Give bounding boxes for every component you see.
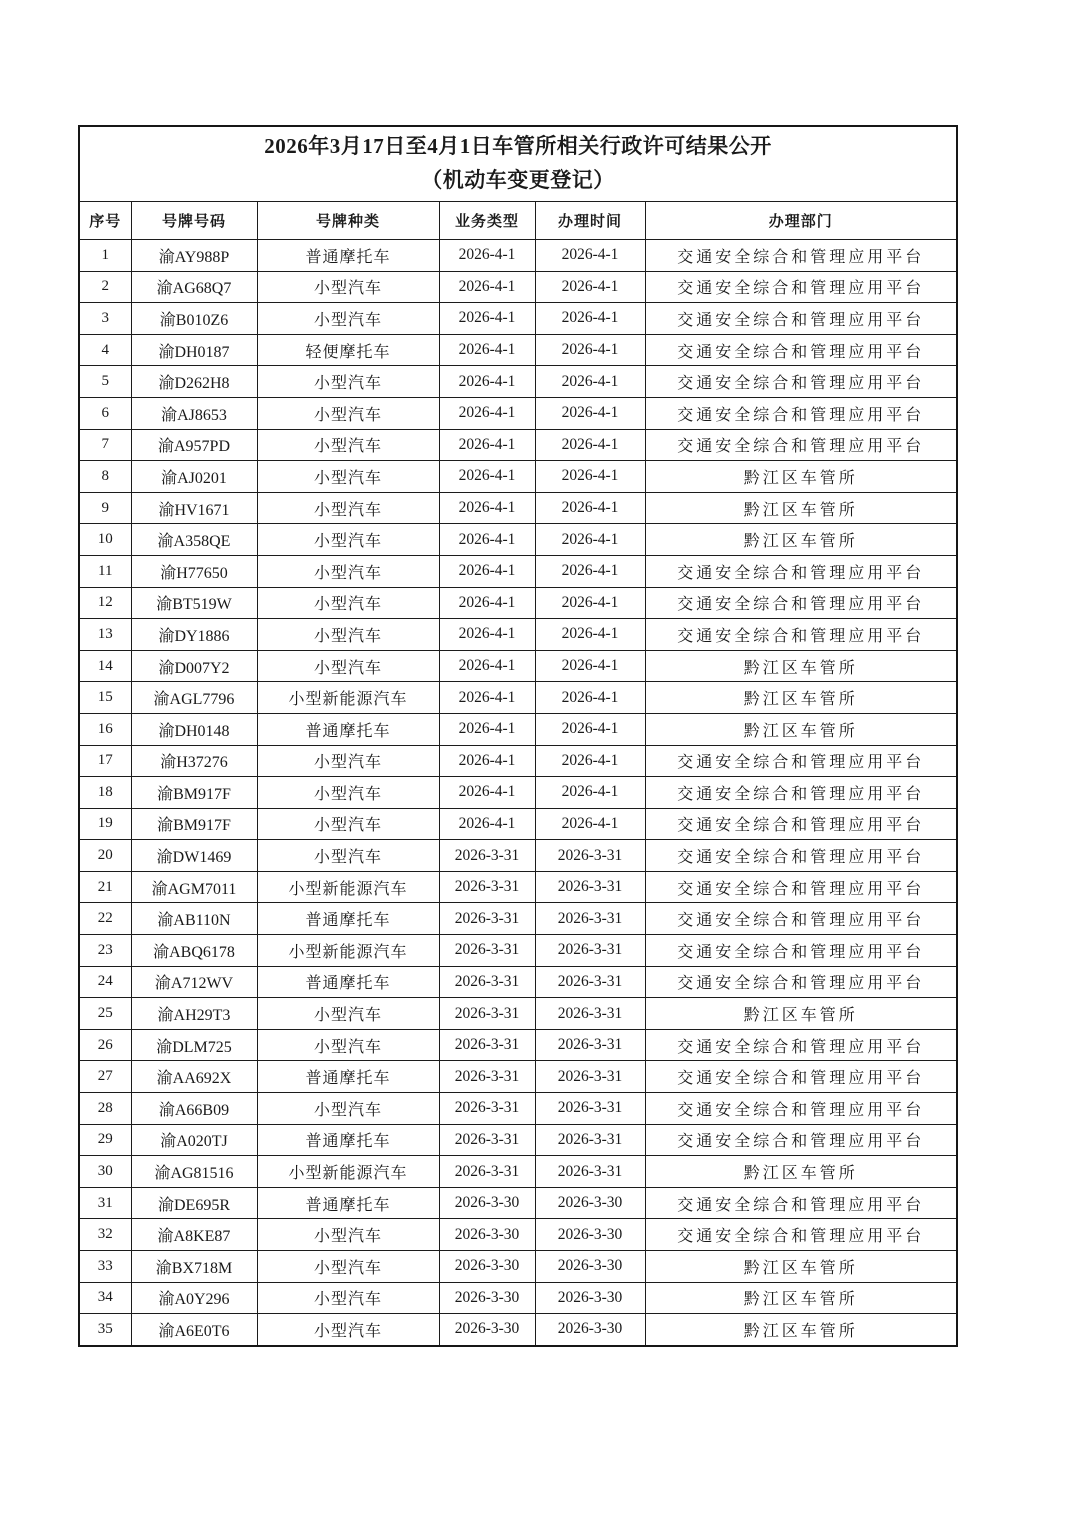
plate-type: 小型汽车 (257, 777, 439, 809)
process-date: 2026-4-1 (535, 745, 645, 777)
business-type: 2026-4-1 (439, 271, 535, 303)
business-type: 2026-3-31 (439, 1029, 535, 1061)
department: 黔江区车管所 (645, 998, 957, 1030)
table-row (79, 619, 957, 651)
department: 交通安全综合和管理应用平台 (645, 240, 957, 272)
column-header-row (79, 202, 957, 240)
department: 交通安全综合和管理应用平台 (645, 1124, 957, 1156)
process-date: 2026-4-1 (535, 334, 645, 366)
plate-number: 渝AGM7011 (131, 871, 257, 903)
row-index: 5 (79, 366, 131, 398)
department: 交通安全综合和管理应用平台 (645, 903, 957, 935)
plate-number: 渝AJ8653 (131, 397, 257, 429)
department: 黔江区车管所 (645, 492, 957, 524)
department: 交通安全综合和管理应用平台 (645, 429, 957, 461)
plate-number: 渝D007Y2 (131, 650, 257, 682)
business-type: 2026-4-1 (439, 397, 535, 429)
plate-number: 渝AB110N (131, 903, 257, 935)
business-type: 2026-3-30 (439, 1251, 535, 1283)
plate-type: 小型新能源汽车 (257, 935, 439, 967)
row-index: 2 (79, 271, 131, 303)
plate-type: 小型汽车 (257, 1219, 439, 1251)
process-date: 2026-3-31 (535, 1061, 645, 1093)
plate-type: 小型汽车 (257, 808, 439, 840)
table-row (79, 713, 957, 745)
process-date: 2026-4-1 (535, 650, 645, 682)
business-type: 2026-4-1 (439, 650, 535, 682)
plate-number: 渝BT519W (131, 587, 257, 619)
plate-number: 渝AG68Q7 (131, 271, 257, 303)
plate-type: 普通摩托车 (257, 1187, 439, 1219)
plate-type: 小型汽车 (257, 461, 439, 493)
business-type: 2026-4-1 (439, 303, 535, 335)
plate-type: 小型汽车 (257, 271, 439, 303)
process-date: 2026-4-1 (535, 429, 645, 461)
process-date: 2026-3-31 (535, 840, 645, 872)
process-date: 2026-4-1 (535, 713, 645, 745)
row-index: 18 (79, 777, 131, 809)
plate-number: 渝A020TJ (131, 1124, 257, 1156)
department: 交通安全综合和管理应用平台 (645, 840, 957, 872)
row-index: 8 (79, 461, 131, 493)
process-date: 2026-4-1 (535, 587, 645, 619)
process-date: 2026-3-31 (535, 871, 645, 903)
table-row (79, 429, 957, 461)
process-date: 2026-4-1 (535, 366, 645, 398)
process-date: 2026-3-31 (535, 1156, 645, 1188)
plate-number: 渝H77650 (131, 555, 257, 587)
table-row (79, 1156, 957, 1188)
department: 交通安全综合和管理应用平台 (645, 745, 957, 777)
table-row (79, 524, 957, 556)
department: 黔江区车管所 (645, 1251, 957, 1283)
department: 交通安全综合和管理应用平台 (645, 871, 957, 903)
row-index: 31 (79, 1187, 131, 1219)
process-date: 2026-4-1 (535, 492, 645, 524)
plate-number: 渝DLM725 (131, 1029, 257, 1061)
department: 交通安全综合和管理应用平台 (645, 366, 957, 398)
table-row (79, 334, 957, 366)
table-row (79, 240, 957, 272)
row-index: 34 (79, 1282, 131, 1314)
plate-type: 小型汽车 (257, 1029, 439, 1061)
table-row (79, 650, 957, 682)
row-index: 28 (79, 1093, 131, 1125)
column-header-row-index: 序号 (79, 202, 131, 240)
business-type: 2026-3-31 (439, 1156, 535, 1188)
business-type: 2026-4-1 (439, 555, 535, 587)
department: 黔江区车管所 (645, 461, 957, 493)
table-row (79, 682, 957, 714)
process-date: 2026-3-30 (535, 1314, 645, 1346)
table-row (79, 1093, 957, 1125)
business-type: 2026-3-30 (439, 1314, 535, 1346)
table-row (79, 1282, 957, 1314)
table-row (79, 587, 957, 619)
column-header-plate-type: 号牌种类 (257, 202, 439, 240)
row-index: 16 (79, 713, 131, 745)
process-date: 2026-4-1 (535, 240, 645, 272)
business-type: 2026-4-1 (439, 461, 535, 493)
business-type: 2026-3-31 (439, 1124, 535, 1156)
process-date: 2026-3-31 (535, 1093, 645, 1125)
plate-type: 小型新能源汽车 (257, 871, 439, 903)
plate-number: 渝A0Y296 (131, 1282, 257, 1314)
row-index: 22 (79, 903, 131, 935)
business-type: 2026-4-1 (439, 682, 535, 714)
department: 交通安全综合和管理应用平台 (645, 303, 957, 335)
business-type: 2026-4-1 (439, 587, 535, 619)
business-type: 2026-4-1 (439, 745, 535, 777)
process-date: 2026-3-31 (535, 966, 645, 998)
business-type: 2026-4-1 (439, 619, 535, 651)
plate-type: 小型汽车 (257, 587, 439, 619)
process-date: 2026-3-31 (535, 1029, 645, 1061)
plate-type: 小型汽车 (257, 650, 439, 682)
department: 交通安全综合和管理应用平台 (645, 935, 957, 967)
department: 交通安全综合和管理应用平台 (645, 334, 957, 366)
table-row (79, 303, 957, 335)
row-index: 11 (79, 555, 131, 587)
business-type: 2026-3-30 (439, 1219, 535, 1251)
department: 黔江区车管所 (645, 682, 957, 714)
plate-type: 小型汽车 (257, 619, 439, 651)
row-index: 30 (79, 1156, 131, 1188)
row-index: 6 (79, 397, 131, 429)
plate-number: 渝A712WV (131, 966, 257, 998)
plate-number: 渝A8KE87 (131, 1219, 257, 1251)
plate-number: 渝BM917F (131, 808, 257, 840)
process-date: 2026-4-1 (535, 397, 645, 429)
table-row (79, 840, 957, 872)
plate-number: 渝AJ0201 (131, 461, 257, 493)
plate-type: 小型新能源汽车 (257, 1156, 439, 1188)
table-row (79, 777, 957, 809)
plate-type: 小型汽车 (257, 1251, 439, 1283)
business-type: 2026-4-1 (439, 240, 535, 272)
plate-number: 渝HV1671 (131, 492, 257, 524)
plate-type: 小型汽车 (257, 745, 439, 777)
table-row (79, 1029, 957, 1061)
business-type: 2026-4-1 (439, 429, 535, 461)
department: 交通安全综合和管理应用平台 (645, 555, 957, 587)
process-date: 2026-3-31 (535, 903, 645, 935)
department: 黔江区车管所 (645, 1156, 957, 1188)
plate-number: 渝H37276 (131, 745, 257, 777)
table-row (79, 461, 957, 493)
column-header-business-type: 业务类型 (439, 202, 535, 240)
row-index: 14 (79, 650, 131, 682)
plate-number: 渝ABQ6178 (131, 935, 257, 967)
plate-type: 小型汽车 (257, 429, 439, 461)
process-date: 2026-4-1 (535, 271, 645, 303)
department: 交通安全综合和管理应用平台 (645, 619, 957, 651)
business-type: 2026-3-30 (439, 1282, 535, 1314)
plate-type: 普通摩托车 (257, 1061, 439, 1093)
department: 交通安全综合和管理应用平台 (645, 397, 957, 429)
row-index: 29 (79, 1124, 131, 1156)
plate-number: 渝DH0148 (131, 713, 257, 745)
business-type: 2026-3-31 (439, 998, 535, 1030)
process-date: 2026-3-31 (535, 935, 645, 967)
process-date: 2026-3-30 (535, 1187, 645, 1219)
process-date: 2026-4-1 (535, 619, 645, 651)
process-date: 2026-4-1 (535, 555, 645, 587)
plate-type: 小型汽车 (257, 1314, 439, 1346)
row-index: 1 (79, 240, 131, 272)
table-row (79, 935, 957, 967)
plate-type: 小型汽车 (257, 1093, 439, 1125)
row-index: 32 (79, 1219, 131, 1251)
table-row (79, 555, 957, 587)
row-index: 20 (79, 840, 131, 872)
plate-number: 渝DH0187 (131, 334, 257, 366)
table-row (79, 1187, 957, 1219)
department: 交通安全综合和管理应用平台 (645, 587, 957, 619)
department: 交通安全综合和管理应用平台 (645, 1219, 957, 1251)
department: 交通安全综合和管理应用平台 (645, 1029, 957, 1061)
plate-type: 小型汽车 (257, 397, 439, 429)
process-date: 2026-3-30 (535, 1282, 645, 1314)
row-index: 35 (79, 1314, 131, 1346)
process-date: 2026-4-1 (535, 682, 645, 714)
table-row (79, 492, 957, 524)
department: 黔江区车管所 (645, 650, 957, 682)
plate-type: 普通摩托车 (257, 903, 439, 935)
business-type: 2026-3-31 (439, 871, 535, 903)
plate-type: 小型汽车 (257, 1282, 439, 1314)
plate-number: 渝DE695R (131, 1187, 257, 1219)
plate-number: 渝A358QE (131, 524, 257, 556)
row-index: 26 (79, 1029, 131, 1061)
process-date: 2026-3-31 (535, 1124, 645, 1156)
row-index: 9 (79, 492, 131, 524)
table-row (79, 1314, 957, 1346)
plate-number: 渝AGL7796 (131, 682, 257, 714)
process-date: 2026-4-1 (535, 524, 645, 556)
process-date: 2026-4-1 (535, 777, 645, 809)
plate-type: 小型汽车 (257, 840, 439, 872)
table-row (79, 397, 957, 429)
row-index: 27 (79, 1061, 131, 1093)
business-type: 2026-4-1 (439, 366, 535, 398)
department: 交通安全综合和管理应用平台 (645, 271, 957, 303)
department: 交通安全综合和管理应用平台 (645, 1061, 957, 1093)
row-index: 24 (79, 966, 131, 998)
row-index: 15 (79, 682, 131, 714)
table-row (79, 271, 957, 303)
row-index: 3 (79, 303, 131, 335)
business-type: 2026-3-31 (439, 966, 535, 998)
plate-type: 小型汽车 (257, 492, 439, 524)
department: 交通安全综合和管理应用平台 (645, 966, 957, 998)
plate-type: 小型汽车 (257, 366, 439, 398)
plate-type: 小型汽车 (257, 303, 439, 335)
business-type: 2026-4-1 (439, 334, 535, 366)
title-row (79, 126, 957, 202)
plate-type: 普通摩托车 (257, 966, 439, 998)
business-type: 2026-3-30 (439, 1187, 535, 1219)
table-title-line1: 2026年3月17日至4月1日车管所相关行政许可结果公开 (264, 134, 772, 159)
table-row (79, 745, 957, 777)
business-type: 2026-3-31 (439, 903, 535, 935)
table-title (79, 126, 957, 202)
process-date: 2026-3-30 (535, 1251, 645, 1283)
plate-number: 渝DY1886 (131, 619, 257, 651)
business-type: 2026-3-31 (439, 1061, 535, 1093)
business-type: 2026-3-31 (439, 840, 535, 872)
business-type: 2026-4-1 (439, 492, 535, 524)
plate-type: 普通摩托车 (257, 713, 439, 745)
business-type: 2026-3-31 (439, 935, 535, 967)
column-header-process-date: 办理时间 (535, 202, 645, 240)
department: 交通安全综合和管理应用平台 (645, 1187, 957, 1219)
table-row (79, 1251, 957, 1283)
plate-number: 渝AH29T3 (131, 998, 257, 1030)
plate-number: 渝DW1469 (131, 840, 257, 872)
plate-type: 小型汽车 (257, 555, 439, 587)
business-type: 2026-4-1 (439, 713, 535, 745)
row-index: 13 (79, 619, 131, 651)
row-index: 25 (79, 998, 131, 1030)
table-row (79, 871, 957, 903)
table-row (79, 366, 957, 398)
plate-number: 渝BX718M (131, 1251, 257, 1283)
department: 黔江区车管所 (645, 524, 957, 556)
department: 黔江区车管所 (645, 1314, 957, 1346)
row-index: 23 (79, 935, 131, 967)
plate-number: 渝AY988P (131, 240, 257, 272)
row-index: 10 (79, 524, 131, 556)
plate-type: 小型新能源汽车 (257, 682, 439, 714)
plate-number: 渝AG81516 (131, 1156, 257, 1188)
department: 黔江区车管所 (645, 713, 957, 745)
column-header-plate-number: 号牌号码 (131, 202, 257, 240)
permit-results-table (78, 125, 958, 1347)
row-index: 17 (79, 745, 131, 777)
business-type: 2026-4-1 (439, 524, 535, 556)
business-type: 2026-3-31 (439, 1093, 535, 1125)
table-row (79, 903, 957, 935)
plate-number: 渝A6E0T6 (131, 1314, 257, 1346)
table-row (79, 1061, 957, 1093)
plate-number: 渝BM917F (131, 777, 257, 809)
department: 黔江区车管所 (645, 1282, 957, 1314)
process-date: 2026-3-31 (535, 998, 645, 1030)
column-header-department: 办理部门 (645, 202, 957, 240)
plate-type: 小型汽车 (257, 524, 439, 556)
plate-number: 渝A957PD (131, 429, 257, 461)
row-index: 33 (79, 1251, 131, 1283)
row-index: 4 (79, 334, 131, 366)
row-index: 12 (79, 587, 131, 619)
plate-type: 普通摩托车 (257, 240, 439, 272)
department: 交通安全综合和管理应用平台 (645, 1093, 957, 1125)
plate-type: 轻便摩托车 (257, 334, 439, 366)
row-index: 21 (79, 871, 131, 903)
process-date: 2026-4-1 (535, 303, 645, 335)
table-row (79, 808, 957, 840)
table-row (79, 1124, 957, 1156)
row-index: 7 (79, 429, 131, 461)
business-type: 2026-4-1 (439, 777, 535, 809)
process-date: 2026-4-1 (535, 808, 645, 840)
department: 交通安全综合和管理应用平台 (645, 777, 957, 809)
plate-number: 渝D262H8 (131, 366, 257, 398)
row-index: 19 (79, 808, 131, 840)
plate-number: 渝A66B09 (131, 1093, 257, 1125)
process-date: 2026-4-1 (535, 461, 645, 493)
table-row (79, 1219, 957, 1251)
process-date: 2026-3-30 (535, 1219, 645, 1251)
plate-number: 渝AA692X (131, 1061, 257, 1093)
department: 交通安全综合和管理应用平台 (645, 808, 957, 840)
table-title-line2: （机动车变更登记） (421, 168, 615, 192)
plate-type: 小型汽车 (257, 998, 439, 1030)
table-row (79, 998, 957, 1030)
business-type: 2026-4-1 (439, 808, 535, 840)
table-row (79, 966, 957, 998)
plate-type: 普通摩托车 (257, 1124, 439, 1156)
plate-number: 渝B010Z6 (131, 303, 257, 335)
